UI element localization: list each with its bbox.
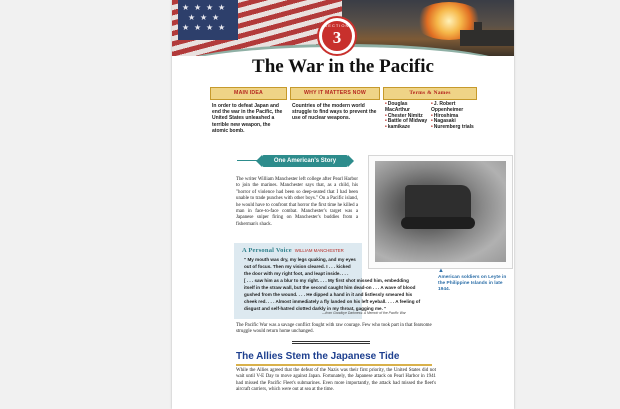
story-intro: The writer William Manchester left college after Pearl Harbor to join the marines. Manchester says that, as a child, his "horror of violence had been so deep-seated that I had been unable to trade punches with other boys." On a Pacific island, he would have to confront that horror the first time he killed a man in face-to-face combat. Manchester's target was a Japanese sniper firing on Manchester's buddies from a fisherman's shack. (236, 177, 358, 227)
terms-heading: Terms & Names (383, 87, 477, 100)
why-it-matters-text: Countries of the modern world struggle to find ways to prevent the use of nuclear weapons. (292, 103, 377, 122)
term-item: • kamikaze (385, 125, 429, 131)
terms-list-right (431, 102, 477, 131)
quote-line: cheek red. . . . Almost immediately a fly landed on his left eyeball. . . . A feeling of (244, 299, 421, 304)
term-item: • Nagasaki (431, 119, 477, 125)
term-item: • Chester Nimitz (385, 114, 429, 120)
caption-marker: ▲ (438, 268, 444, 274)
why-it-matters-heading: WHY IT MATTERS NOW (290, 87, 380, 100)
quote-line: the door with my right foot, and leapt inside. . . . (244, 271, 349, 276)
quote-line: out of focus. Then my vision cleared. I . . . kicked (244, 264, 351, 269)
story-closing: The Pacific War was a savage conflict fought with raw courage. Few who took part in that fearsome struggle would return home unchanged. (236, 323, 432, 335)
section-label: SECTION (324, 23, 350, 28)
personal-voice-heading: A Personal Voice WILLIAM MANCHESTER (242, 247, 344, 254)
soldiers-photo (368, 155, 513, 269)
section-number: 3 (332, 28, 342, 47)
header-banner (172, 0, 514, 56)
divider (292, 341, 370, 342)
quote-line: [ . . . saw him as a blur to my right. . . . My first shot missed him, embedding (244, 278, 409, 283)
quote-line: disgust and self-hatred clotted darkly in my throat, gagging me. " (244, 306, 387, 311)
personal-voice-quote (244, 256, 434, 312)
quote-line: itself in the straw wall, but the second caught him dead-on . . . A wave of blood (244, 285, 416, 290)
story-label: One American's Story (262, 155, 348, 167)
section-badge (319, 18, 355, 54)
quote-line: " My mouth was dry, my legs quaking, and my eyes (244, 257, 356, 262)
voice-author: WILLIAM MANCHESTER (294, 248, 344, 253)
main-idea-heading: MAIN IDEA (210, 87, 287, 100)
page-title: The War in the Pacific (252, 56, 434, 77)
divider (292, 343, 370, 344)
terms-list-left (385, 102, 429, 131)
flag-image: ★ ★ ★ ★ ★ ★ ★ ★ ★ ★ ★ (172, 0, 342, 56)
quote-source: —from Goodbye Darkness: A Memoir of the Pacific War (322, 311, 406, 315)
quote-line: gushed from the wound. . . . He dipped a hand in it and listlessly smeared his (244, 292, 413, 297)
term-item: • Douglas MacArthur (385, 102, 429, 114)
textbook-page (172, 0, 514, 409)
term-item: • Nuremberg trials (431, 125, 477, 131)
term-item: • Battle of Midway (385, 119, 429, 125)
main-idea-text: In order to defeat Japan and end the war in the Pacific, the United States unleashed a terrible new weapon, the atomic bomb. (212, 103, 283, 134)
subsection-heading: The Allies Stem the Japanese Tide (236, 351, 400, 362)
photo-caption: American soldiers on Leyte in the Philippine Islands in late 1944. (438, 275, 507, 292)
term-item: • Hiroshima (431, 114, 477, 120)
subsection-text: While the Allies agreed that the defeat of the Nazis was their first priority, the United States did not wait until V-E Day to move against Japan. Fortunately, the Japanese attack on Pearl Harbor in 1941 had missed the Pacific Fleet's submarines. Even more importantly, the attack had missed the fleet's aircraft carriers, which were out at sea at the time. (236, 368, 436, 393)
term-item: • J. Robert Oppenheimer (431, 102, 477, 114)
